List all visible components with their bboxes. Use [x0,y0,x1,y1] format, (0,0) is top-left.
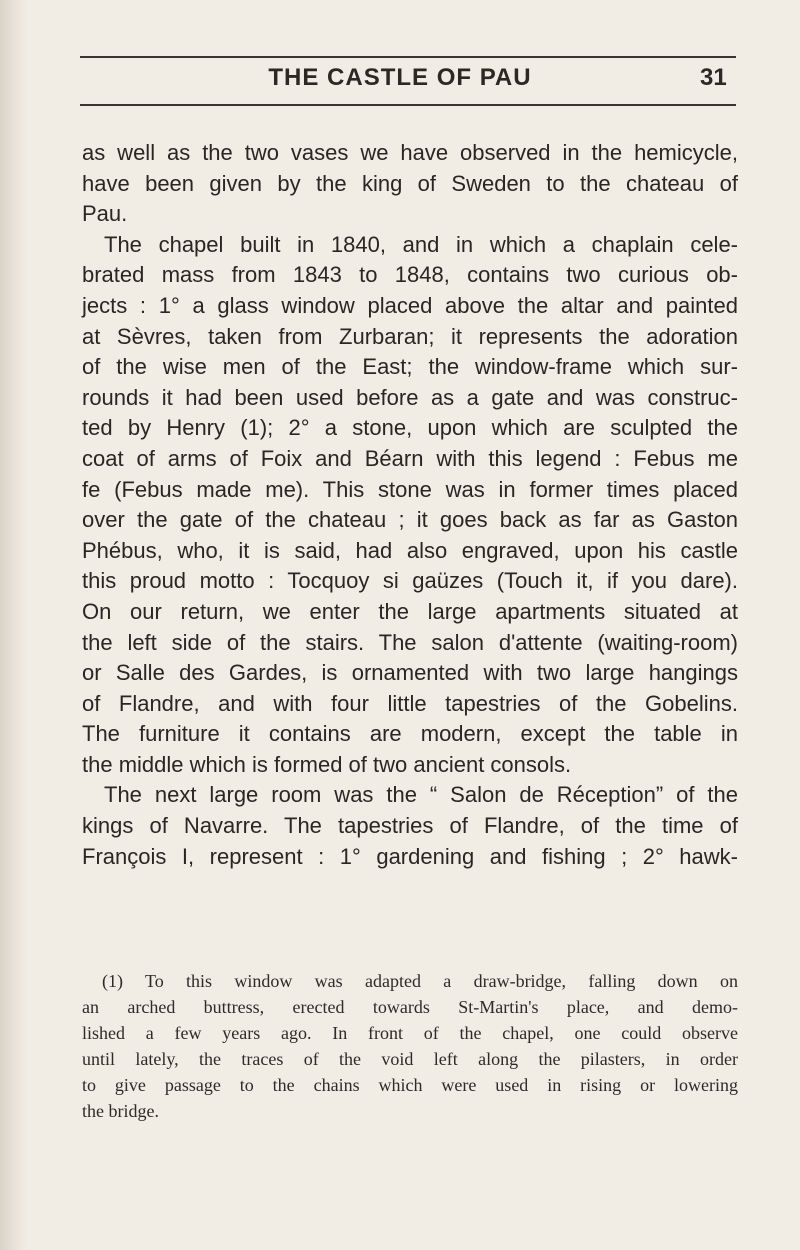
body-line: brated mass from 1843 to 1848, contains two curious ob- [82,262,738,288]
body-line: have been given by the king of Sweden to the chateau of [82,170,738,196]
body-line: The chapel built in 1840, and in which a chaplain cele- [104,231,738,257]
body-line: the left side of the stairs. The salon d'attente (waiting-room) [82,629,738,655]
body-line: of the wise men of the East; the window-frame which sur- [82,354,738,380]
page-edge-shadow [0,0,26,1250]
footnote-line: until lately, the traces of the void left along the pilasters, in order [82,1049,738,1069]
body-line: this proud motto : Tocquoy si gaüzes (Touch it, if you dare). [82,568,738,594]
body-line: fe (Febus made me). This stone was in former times placed [82,476,738,502]
running-title: THE CASTLE OF PAU [268,64,532,91]
body-line: On our return, we enter the large apartments situated at [82,598,738,624]
header-rule-top [80,56,736,58]
footnote-line: an arched buttress, erected towards St-Martin's place, and demo- [82,997,738,1017]
body-line: ted by Henry (1); 2° a stone, upon which are sculpted the [82,415,738,441]
body-line: at Sèvres, taken from Zurbaran; it represents the adoration [82,323,738,349]
body-line: as well as the two vases we have observed in the hemicycle, [82,140,738,165]
body-line: rounds it had been used before as a gate and was construc- [82,384,738,410]
footnote-line: (1) To this window was adapted a draw-bridge, falling down on [102,971,738,991]
body-line: the middle which is formed of two ancient consols. [82,751,572,777]
header-rule-bottom [80,104,736,106]
body-line: The furniture it contains are modern, except the table in [82,721,738,747]
body-line: kings of Navarre. The tapestries of Flandre, of the time of [82,813,738,839]
footnote-line: to give passage to the chains which were used in rising or lowering [82,1075,738,1095]
footnote-line: lished a few years ago. In front of the chapel, one could observe [82,1023,738,1043]
body-line: jects : 1° a glass window placed above the altar and painted [82,292,738,318]
body-line: Pau. [82,201,128,227]
page-number: 31 [700,64,727,91]
footnote-line: the bridge. [82,1101,159,1121]
body-line: The next large room was the “ Salon de Réception” of the [104,782,738,808]
body-line: of Flandre, and with four little tapestries of the Gobelins. [82,690,738,716]
body-line: Phébus, who, it is said, had also engraved, upon his castle [82,537,738,563]
footnote [82,968,738,1124]
body-line: over the gate of the chateau ; it goes back as far as Gaston [82,507,738,533]
body-text [82,138,738,872]
body-line: or Salle des Gardes, is ornamented with two large hangings [82,660,738,686]
body-line: François I, represent : 1° gardening and fishing ; 2° hawk- [82,843,738,869]
body-line: coat of arms of Foix and Béarn with this legend : Febus me [82,445,738,471]
